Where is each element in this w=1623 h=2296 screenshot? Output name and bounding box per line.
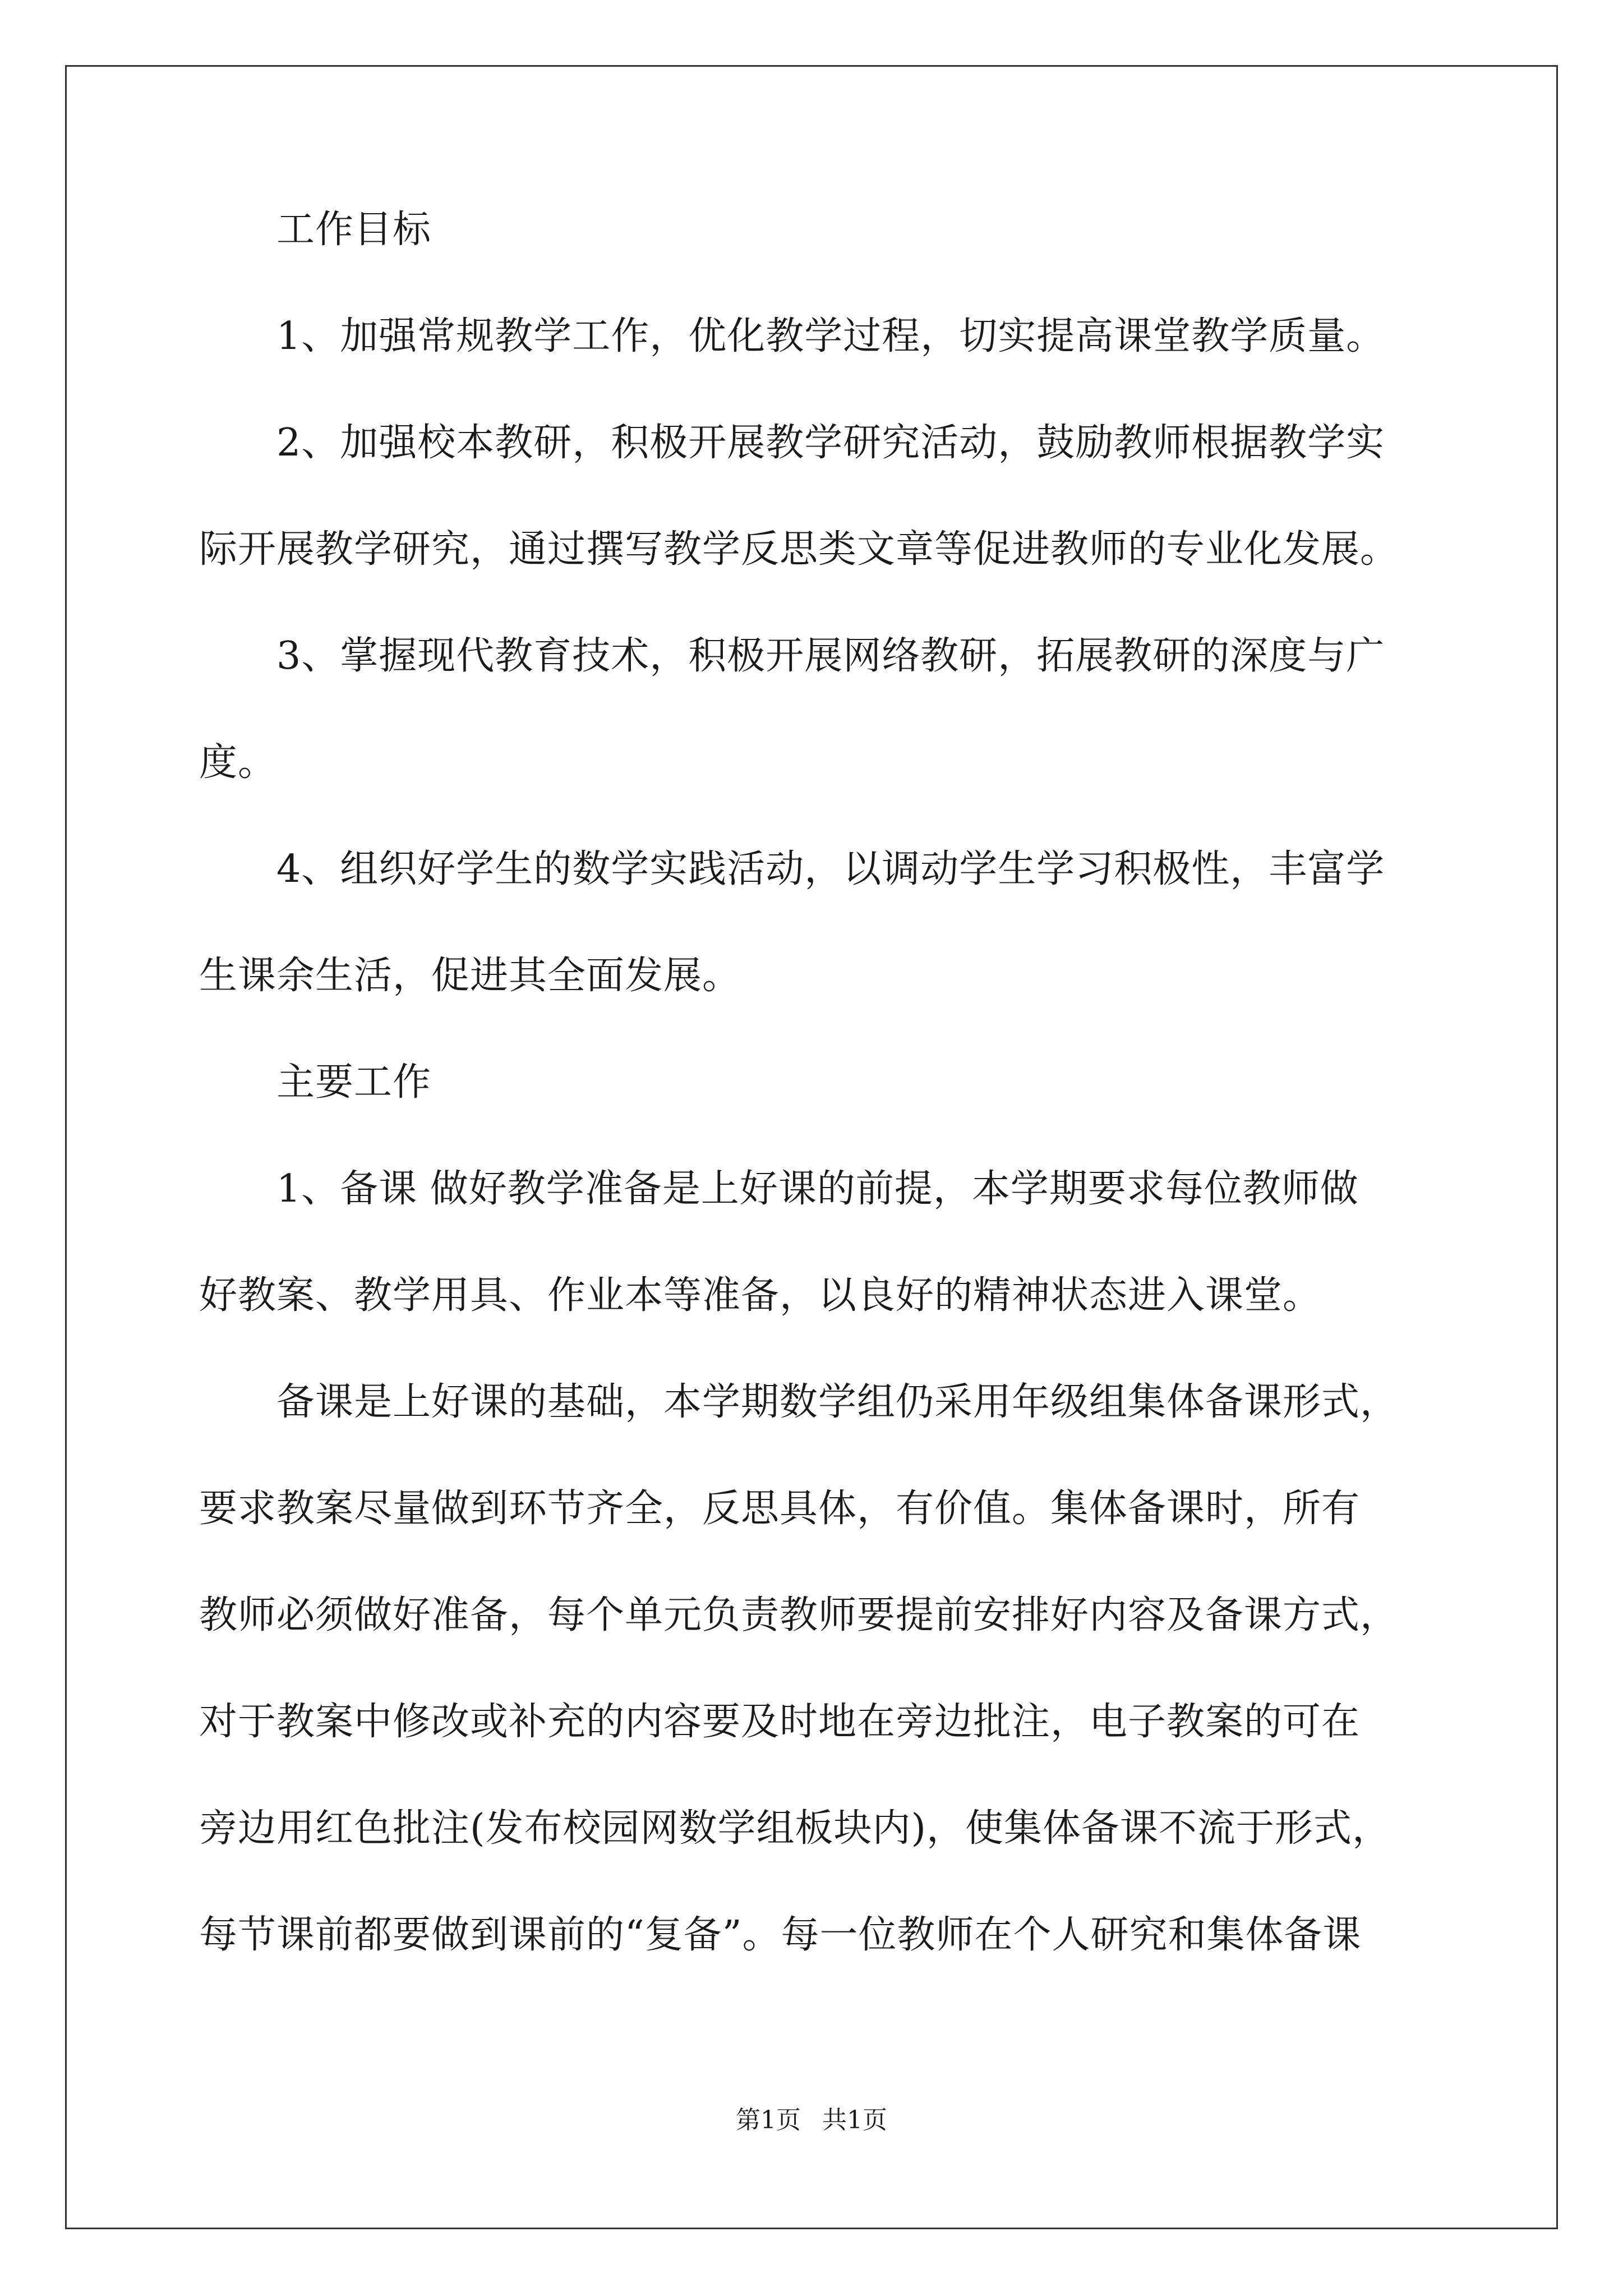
paragraph-line: 度。 (199, 740, 277, 785)
paragraph-line: 旁边用红色批注(发布校园网数学组板块内)，使集体备课不流于形式， (199, 1806, 1391, 1851)
page-number: 第1页 (736, 2106, 801, 2134)
paragraph-line: 1、备课 做好教学准备是上好课的前提，本学期要求每位教师做 (276, 1167, 1359, 1211)
paragraph-line: 备课是上好课的基础，本学期数学组仍采用年级组集体备课形式， (276, 1380, 1399, 1424)
paragraph-line: 好教案、教学用具、作业本等准备，以良好的精神状态进入课堂。 (199, 1273, 1322, 1318)
paragraph-line: 际开展教学研究，通过撰写教学反思类文章等促进教师的专业化发展。 (199, 527, 1399, 572)
paragraph-line: 1、加强常规教学工作，优化教学过程，切实提高课堂教学质量。 (276, 314, 1385, 358)
paragraph-line: 2、加强校本教研，积极开展教学研究活动，鼓励教师根据教学实 (276, 421, 1385, 465)
paragraph-line: 生课余生活，促进其全面发展。 (199, 954, 741, 998)
heading-main-work: 主要工作 (276, 1060, 432, 1105)
paragraph-line: 3、掌握现代教育技术，积极开展网络教研，拓展教研的深度与广 (276, 634, 1385, 678)
paragraph-line: 教师必须做好准备，每个单元负责教师要提前安排好内容及备课方式， (199, 1593, 1399, 1637)
heading-work-goals: 工作目标 (276, 208, 432, 252)
paragraph-line: 4、组织好学生的数学实践活动，以调动学生学习积极性，丰富学 (276, 847, 1385, 891)
page-frame (65, 65, 1558, 2229)
paragraph-line: 每节课前都要做到课前的“复备”。每一位教师在个人研究和集体备课 (199, 1913, 1362, 1957)
paragraph-line: 对于教案中修改或补充的内容要及时地在旁边批注，电子教案的可在 (199, 1700, 1361, 1744)
page-footer (0, 2105, 1623, 2136)
paragraph-line: 要求教案尽量做到环节齐全，反思具体，有价值。集体备课时，所有 (199, 1487, 1361, 1531)
page-total: 共1页 (822, 2106, 887, 2134)
